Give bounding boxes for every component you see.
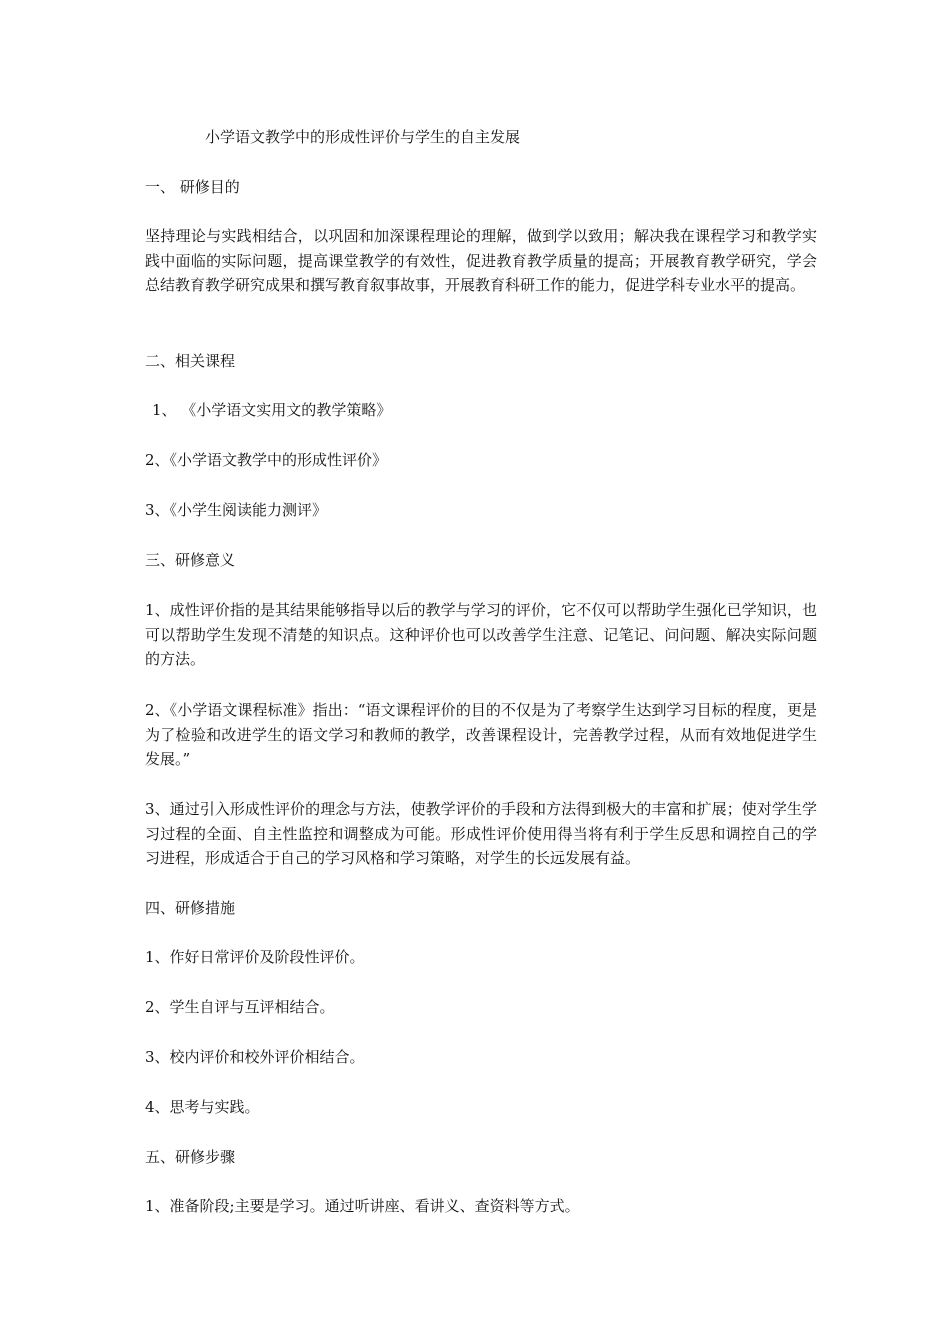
significance-item-1: 1、成性评价指的是其结果能够指导以后的教学与学习的评价，它不仅可以帮助学生强化已学知识，也可以帮助学生发现不清楚的知识点。这种评价也可以改善学生注意、记笔记、问问题、解决实际问题的方法。 (145, 601, 817, 668)
measure-item-1: 1、作好日常评价及阶段性评价。 (145, 948, 365, 966)
measure-item-2: 2、学生自评与互评相结合。 (145, 998, 335, 1016)
course-item-2: 2、《小学语文教学中的形成性评价》 (145, 451, 388, 469)
measure-item-4: 4、思考与实践。 (145, 1098, 260, 1116)
significance-item-2: 2、《小学语文课程标准》指出：“语文课程评价的目的不仅是为了考察学生达到学习目标的程度，更是为了检验和改进学生的语文学习和教师的教学，改善课程设计，完善教学过程，从而有效地促进学生发展。” (145, 701, 817, 768)
section-heading-courses: 二、相关课程 (145, 352, 236, 370)
section-heading-measures: 四、研修措施 (145, 899, 236, 917)
measure-item-3: 3、校内评价和校外评价相结合。 (145, 1048, 365, 1066)
section-heading-steps: 五、研修步骤 (145, 1148, 236, 1166)
course-item-3: 3、《小学生阅读能力测评》 (145, 501, 328, 519)
section-heading-purpose: 一、 研修目的 (145, 178, 240, 196)
course-item-1: 1、 《小学语文实用文的教学策略》 (152, 401, 392, 419)
section-body-purpose: 坚持理论与实践相结合，以巩固和加深课程理论的理解，做到学以致用；解决我在课程学习和教学实践中面临的实际问题，提高课堂教学的有效性，促进教育教学质量的提高；开展教育教学研究，学会总结教育教学研究成果和撰写教育叙事故事，开展教育科研工作的能力，促进学科专业水平的提高。 (145, 227, 817, 294)
section-heading-significance: 三、研修意义 (145, 551, 236, 569)
document-title: 小学语文教学中的形成性评价与学生的自主发展 (205, 128, 521, 146)
step-item-1: 1、准备阶段;主要是学习。通过听讲座、看讲义、查资料等方式。 (145, 1197, 580, 1215)
significance-item-3: 3、通过引入形成性评价的理念与方法，使教学评价的手段和方法得到极大的丰富和扩展；使对学生学习过程的全面、自主性监控和调整成为可能。形成性评价使用得当将有利于学生反思和调控自己的学习进程，形成适合于自己的学习风格和学习策略，对学生的长远发展有益。 (145, 800, 817, 867)
